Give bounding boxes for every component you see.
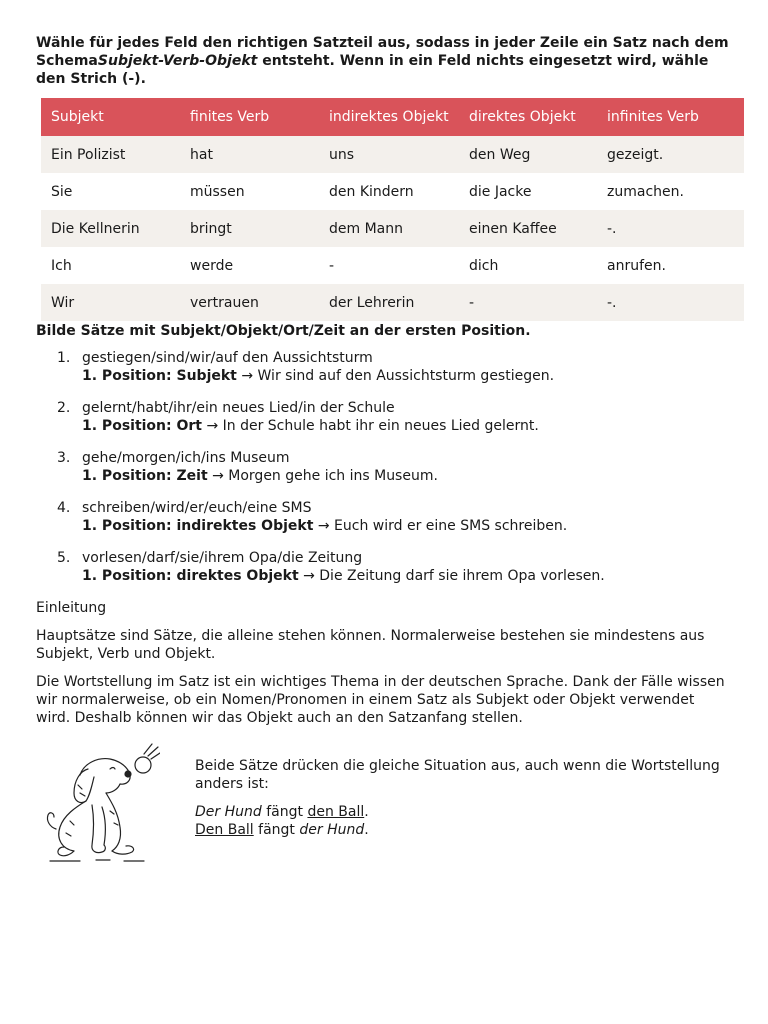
answer-text: Die Zeitung darf sie ihrem Opa vorlesen.: [314, 568, 605, 584]
header-infinites-verb: infinites Verb: [597, 98, 744, 136]
s1-object: den Ball: [307, 804, 365, 820]
table-cell[interactable]: -: [459, 284, 597, 321]
table-cell[interactable]: uns: [319, 136, 459, 173]
table-cell[interactable]: anrufen.: [597, 247, 744, 284]
item-prompt: gelernt/habt/ihr/ein neues Lied/in der Schule: [82, 400, 395, 416]
table-cell[interactable]: Ich: [41, 247, 180, 284]
item-number: 3.: [57, 450, 71, 466]
answer-label: 1. Position: indirektes Objekt: [82, 518, 314, 534]
item-prompt: gehe/morgen/ich/ins Museum: [82, 450, 290, 466]
answer-label: 1. Position: Zeit: [82, 468, 208, 484]
arrow-icon: →: [317, 518, 330, 534]
s2-object: Den Ball: [195, 822, 254, 838]
table-cell[interactable]: Die Kellnerin: [41, 210, 180, 247]
table-cell[interactable]: hat: [180, 136, 319, 173]
section2-title: Bilde Sätze mit Subjekt/Objekt/Ort/Zeit an der ersten Position.: [36, 323, 531, 339]
answer-label: 1. Position: direktes Objekt: [82, 568, 299, 584]
answer-text: Morgen gehe ich ins Museum.: [223, 468, 438, 484]
table-cell[interactable]: gezeigt.: [597, 136, 744, 173]
list-item: [36, 549, 732, 585]
s1-verb: fängt: [261, 804, 308, 820]
dog-intro: Beide Sätze drücken die gleiche Situation aus, auch wenn die Wortstellung anders ist:: [195, 758, 720, 792]
answer-text: Euch wird er eine SMS schreiben.: [329, 518, 568, 534]
arrow-icon: →: [212, 468, 224, 484]
header-finites-verb: finites Verb: [180, 98, 319, 136]
table-cell[interactable]: den Kindern: [319, 173, 459, 210]
table-cell[interactable]: einen Kaffee: [459, 210, 597, 247]
s1-end: .: [364, 804, 369, 820]
list-item: [36, 399, 732, 435]
s1-subject: Der Hund: [195, 804, 262, 820]
header-subjekt: Subjekt: [41, 98, 180, 136]
example-sentence-2: [195, 821, 735, 839]
item-number: 4.: [57, 500, 71, 516]
arrow-icon: →: [303, 568, 315, 584]
table-cell[interactable]: dich: [459, 247, 597, 284]
table-cell[interactable]: Ein Polizist: [41, 136, 180, 173]
s2-end: .: [364, 822, 369, 838]
table-cell[interactable]: den Weg: [459, 136, 597, 173]
dog-catching-ball-icon: [40, 741, 160, 865]
arrow-icon: →: [206, 418, 219, 434]
dog-example-text: [195, 757, 735, 839]
table-header-row: [41, 98, 744, 136]
item-answer: [82, 367, 732, 385]
item-prompt: vorlesen/darf/sie/ihrem Opa/die Zeitung: [82, 550, 363, 566]
table-cell[interactable]: die Jacke: [459, 173, 597, 210]
table-cell[interactable]: vertrauen: [180, 284, 319, 321]
arrow-icon: →: [241, 368, 254, 384]
answer-text: In der Schule habt ihr ein neues Lied gelernt.: [218, 418, 539, 434]
instruction-schema: Subjekt-Verb-Objekt: [97, 53, 258, 69]
table-cell[interactable]: Wir: [41, 284, 180, 321]
list-item: [36, 499, 732, 535]
item-answer: [82, 517, 732, 535]
table-row: [41, 173, 744, 210]
instruction-part1: Wähle für jedes Feld den richtigen Satzteil aus, sodass in jeder Zeile ein Satz nach dem Schema: [36, 35, 729, 69]
table-cell[interactable]: bringt: [180, 210, 319, 247]
sentence-table: [41, 98, 744, 321]
table-row: [41, 284, 744, 321]
einleitung-heading: Einleitung: [36, 600, 107, 616]
answer-label: 1. Position: Ort: [82, 418, 202, 434]
dog-example: [36, 741, 732, 871]
table-cell[interactable]: werde: [180, 247, 319, 284]
item-prompt: gestiegen/sind/wir/auf den Aussichtsturm: [82, 350, 373, 366]
item-answer: [82, 417, 732, 435]
item-answer: [82, 567, 732, 585]
table-cell[interactable]: der Lehrerin: [319, 284, 459, 321]
table-cell[interactable]: -: [319, 247, 459, 284]
list-item: [36, 449, 732, 485]
table-row: [41, 210, 744, 247]
instruction-part2: entsteht. Wenn in ein Feld nichts eingesetzt wird, wähle den Strich (-).: [36, 53, 709, 87]
table-cell[interactable]: -.: [597, 210, 744, 247]
item-answer: [82, 467, 732, 485]
table-row: [41, 136, 744, 173]
answer-label: 1. Position: Subjekt: [82, 368, 237, 384]
answer-text: Wir sind auf den Aussichtsturm gestiegen.: [253, 368, 555, 384]
item-number: 1.: [57, 350, 71, 366]
einleitung-paragraph-2: Die Wortstellung im Satz ist ein wichtiges Thema in der deutschen Sprache. Dank der Fälle wissen wir normalerweise, ob ein Nomen/Pronomen in einem Satz als Subjekt oder Objekt verwendet wird. Deshalb können wir das Objekt auch an den Satzanfang stellen.: [36, 674, 725, 726]
s2-subject: der Hund: [299, 822, 365, 838]
table-cell[interactable]: müssen: [180, 173, 319, 210]
table-cell[interactable]: Sie: [41, 173, 180, 210]
header-indirektes-objekt: indirektes Objekt: [319, 98, 459, 136]
item-prompt: schreiben/wird/er/euch/eine SMS: [82, 500, 312, 516]
table-cell[interactable]: dem Mann: [319, 210, 459, 247]
example-sentence-1: [195, 803, 735, 821]
task-list: [36, 349, 732, 585]
item-number: 2.: [57, 400, 71, 416]
einleitung-paragraph-1: Hauptsätze sind Sätze, die alleine stehen können. Normalerweise bestehen sie mindestens aus Subjekt, Verb und Objekt.: [36, 628, 705, 662]
table-cell[interactable]: zumachen.: [597, 173, 744, 210]
header-direktes-objekt: direktes Objekt: [459, 98, 597, 136]
instruction-text: [36, 34, 732, 88]
item-number: 5.: [57, 550, 71, 566]
s2-verb: fängt: [253, 822, 300, 838]
table-cell[interactable]: -.: [597, 284, 744, 321]
list-item: [36, 349, 732, 385]
worksheet: [36, 34, 732, 871]
table-row: [41, 247, 744, 284]
